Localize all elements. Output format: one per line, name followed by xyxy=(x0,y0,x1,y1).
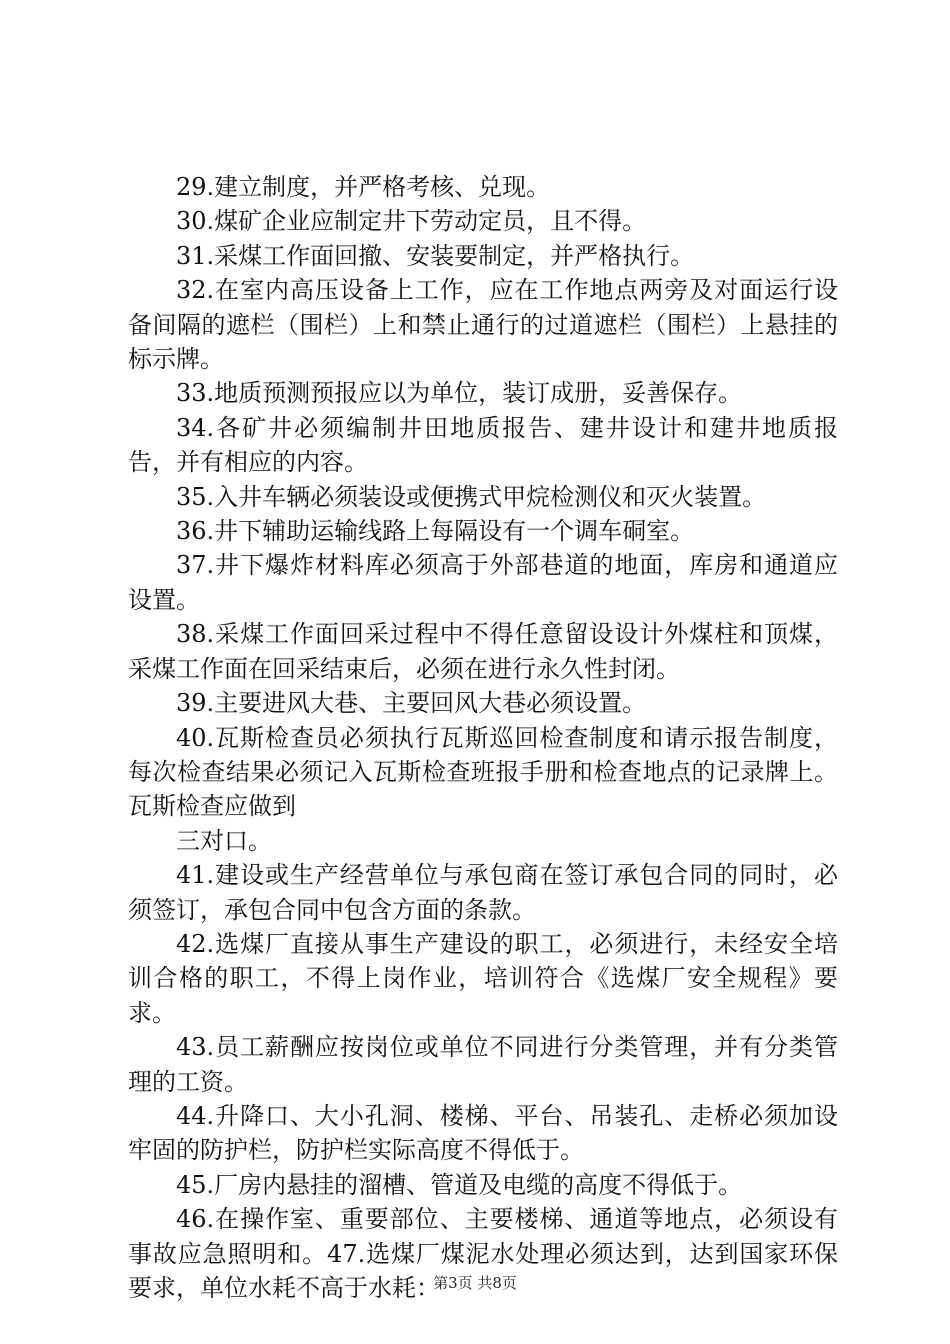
paragraph-32: 32.在室内高压设备上工作，应在工作地点两旁及对面运行设备间隔的遮栏（围栏）上和禁止通行的过道遮栏（围栏）上悬挂的标示牌。 xyxy=(128,276,838,374)
paragraph-35: 35.入井车辆必须装设或便携式甲烷检测仪和灭火装置。 xyxy=(176,482,767,511)
paragraph-43: 43.员工薪酬应按岗位或单位不同进行分类管理，并有分类管理的工资。 xyxy=(128,1033,838,1096)
paragraph-40-continued: 三对口。 xyxy=(176,826,272,855)
paragraph-30: 30.煤矿企业应制定井下劳动定员，且不得。 xyxy=(176,207,647,236)
paragraph-34: 34.各矿井必须编制井田地质报告、建井设计和建井地质报告，并有相应的内容。 xyxy=(128,413,838,477)
paragraph-29: 29.建立制度，并严格考核、兑现。 xyxy=(176,173,551,201)
paragraph-46-47: 46.在操作室、重要部位、主要楼梯、通道等地点，必须设有事故应急照明和。47.选煤厂煤泥水处理必须达到，达到国家环保要求，单位水耗不高于水耗： xyxy=(128,1205,838,1302)
paragraph-45: 45.厂房内悬挂的溜槽、管道及电缆的高度不得低于。 xyxy=(176,1170,743,1199)
paragraph-38: 38.采煤工作面回采过程中不得任意留设设计外煤柱和顶煤，采煤工作面在回采结束后，必须在进行永久性封闭。 xyxy=(128,620,838,683)
paragraph-40: 40.瓦斯检查员必须执行瓦斯巡回检查制度和请示报告制度，每次检查结果必须记入瓦斯检查班报手册和检查地点的记录牌上。瓦斯检查应做到 xyxy=(128,723,838,821)
document-body xyxy=(128,170,838,1305)
page-footer xyxy=(0,1272,950,1293)
paragraph-36: 36.井下辅助运输线路上每隔设有一个调车硐室。 xyxy=(176,517,695,546)
paragraph-39: 39.主要进风大巷、主要回风大巷必须设置。 xyxy=(176,689,647,718)
paragraph-42: 42.选煤厂直接从事生产建设的职工，必须进行，未经安全培训合格的职工，不得上岗作业，培训符合《选煤厂安全规程》要求。 xyxy=(128,929,838,1027)
paragraph-41: 41.建设或生产经营单位与承包商在签订承包合同的同时，必须签订，承包合同中包含方面的条款。 xyxy=(128,861,838,924)
paragraph-44: 44.升降口、大小孔洞、楼梯、平台、吊装孔、走桥必须加设牢固的防护栏，防护栏实际高度不得低于。 xyxy=(128,1101,838,1165)
page-number-label: 第3页 共8页 xyxy=(433,1274,517,1292)
paragraph-31: 31.采煤工作面回撤、安装要制定，并严格执行。 xyxy=(176,241,695,270)
paragraph-37: 37.井下爆炸材料库必须高于外部巷道的地面，库房和通道应设置。 xyxy=(128,551,838,614)
paragraph-33: 33.地质预测预报应以为单位，装订成册，妥善保存。 xyxy=(176,379,743,408)
